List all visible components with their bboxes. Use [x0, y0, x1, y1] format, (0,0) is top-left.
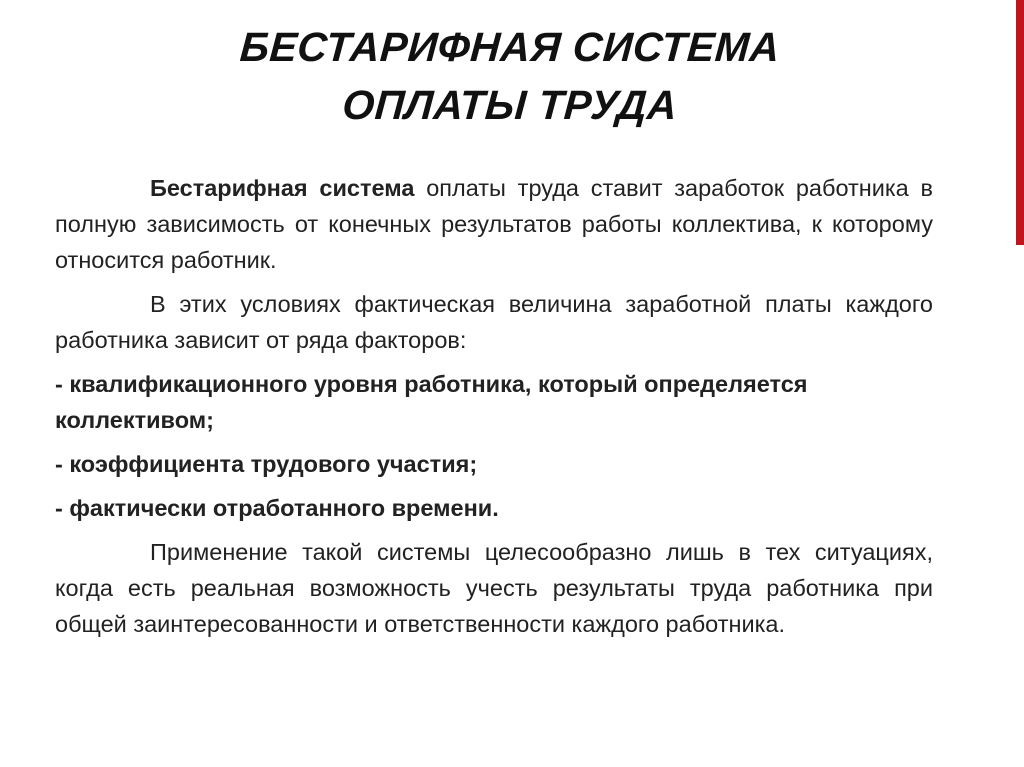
slide-title — [150, 18, 870, 134]
factor-item-qualification: - квалификационного уровня работника, который определяется коллективом; — [55, 371, 808, 433]
title-line-1: БЕСТАРИФНАЯ СИСТЕМА — [238, 24, 782, 70]
accent-bar — [1016, 0, 1024, 245]
factor-item-participation: - коэффициента трудового участия; — [55, 451, 478, 477]
paragraph-2: В этих условиях фактическая величина заработной платы каждого работника зависит от ряда факторов: — [55, 291, 933, 353]
paragraph-1-text: оплаты труда ставит заработок работника в полную зависимость от конечных результатов работы коллектива, к которому относится работник. — [55, 175, 934, 273]
slide-body — [55, 170, 933, 650]
factor-item-time: - фактически отработанного времени. — [55, 495, 499, 521]
title-line-2: ОПЛАТЫ ТРУДА — [341, 82, 679, 128]
paragraph-1-bold: Бестарифная система — [150, 175, 415, 201]
paragraph-1 — [55, 170, 933, 278]
paragraph-3: Применение такой системы целесообразно лишь в тех ситуациях, когда есть реальная возможность учесть результаты труда работника при общей заинтересованности и ответственности каждого работника. — [55, 539, 933, 637]
